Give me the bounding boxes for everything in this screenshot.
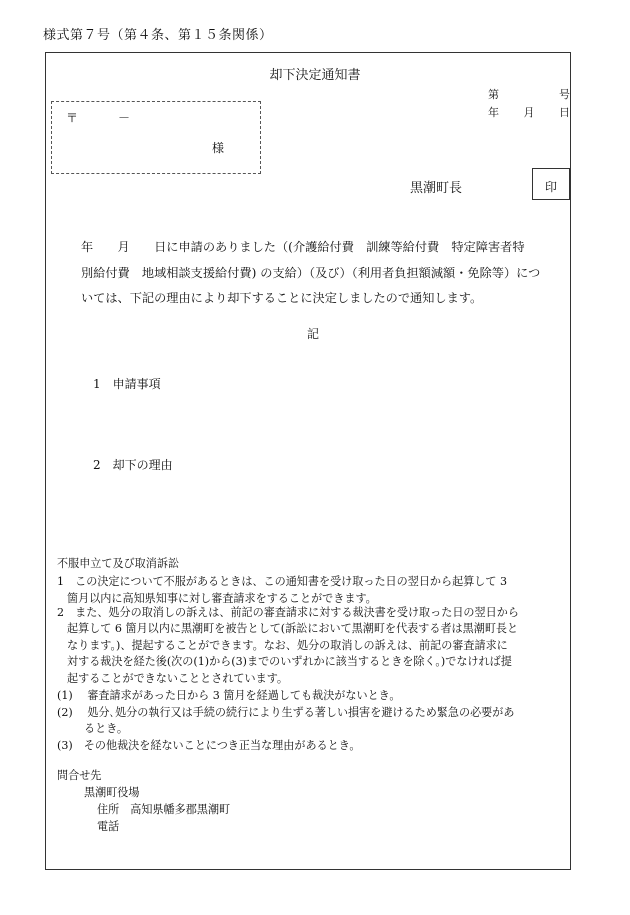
form-number: 様式第７号（第４条、第１５条関係） <box>43 28 273 43</box>
seal-box <box>532 168 570 200</box>
note-1-line-2: 箇月以内に高知県知事に対し審査請求をすることができます。 <box>67 592 377 605</box>
note-2-line-5: 起することができないこととされています。 <box>67 672 288 685</box>
body-line-3: いては、下記の理由により却下することに決定しましたので通知します。 <box>81 291 483 305</box>
condition-2-line-1: (2) 処分､処分の執行又は手続の続行により生ずる著しい損害を避けるため緊急の必要があ <box>57 706 515 719</box>
postal-mark: 〒 <box>66 111 79 125</box>
body-line-1: 年 月 日に申請のありました（(介護給付費 訓練等給付費 特定障害者特 <box>81 240 525 254</box>
condition-1: (1) 審査請求があった日から 3 箇月を経過しても裁決がないとき。 <box>57 689 401 702</box>
honorific-sama: 様 <box>212 141 225 155</box>
document-date <box>488 104 570 120</box>
notes-title: 不服申立て及び取消訴訟 <box>57 557 180 570</box>
date-year: 年 <box>488 106 499 119</box>
note-2-line-1: 2 また、処分の取消しの訴えは、前記の審査請求に対する裁決書を受け取った日の翌日から <box>57 606 519 619</box>
condition-2-line-2: るとき。 <box>84 722 128 735</box>
condition-3: (3) その他裁決を経ないことにつき正当な理由があるとき。 <box>57 739 361 752</box>
item-application: 1 申請事項 <box>93 377 161 391</box>
body-line-2: 別給付費 地域相談支援給付費) の支給）（及び）（利用者負担額減額・免除等）につ <box>81 266 541 280</box>
item-reason: 2 却下の理由 <box>93 458 173 472</box>
note-1-line-1: 1 この決定について不服があるときは、この通知書を受け取った日の翌日から起算して 3 <box>57 575 508 588</box>
date-month: 月 <box>523 106 535 119</box>
document-number <box>488 86 570 102</box>
contact-tel: 電話 <box>97 820 120 833</box>
note-2-line-2: 起算して 6 箇月以内に黒潮町を被告として(訴訟において黒潮町を代表する者は黒潮町長と <box>67 622 519 635</box>
contact-address: 住所 高知県幡多郡黒潮町 <box>97 803 231 816</box>
doc-no-suffix: 号 <box>559 88 570 101</box>
document-title: 却下決定通知書 <box>269 68 361 83</box>
note-2-line-4: 対する裁決を経た後(次の(1)から(3)までのいずれかに該当するときを除く。)でなければ提 <box>67 655 512 668</box>
seal-label: 印 <box>544 180 557 194</box>
recipient-address-box <box>51 101 261 174</box>
doc-no-prefix: 第 <box>488 88 499 101</box>
issuer-name: 黒潮町長 <box>410 181 463 196</box>
ki-heading: 記 <box>307 327 320 341</box>
postal-dash: － <box>118 111 131 125</box>
note-2-line-3: なります。)、提起することができます。なお、処分の取消しの訴えは、前記の審査請求に <box>67 639 508 652</box>
contact-title: 問合せ先 <box>57 769 102 782</box>
contact-office: 黒潮町役場 <box>84 786 140 799</box>
date-day: 日 <box>559 106 570 119</box>
